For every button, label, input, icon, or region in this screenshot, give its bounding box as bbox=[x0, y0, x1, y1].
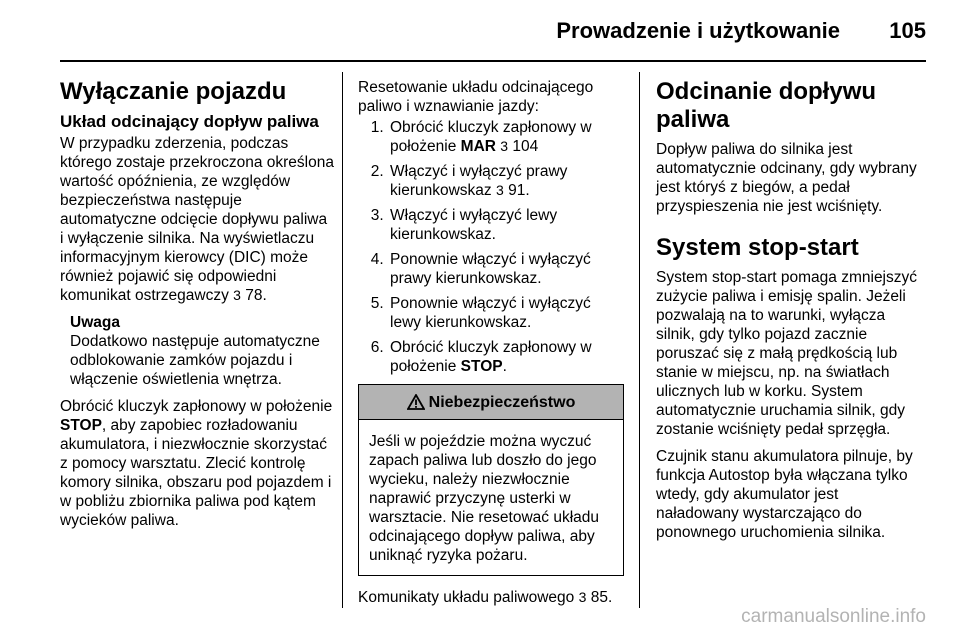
paragraph-turn-key: Obrócić kluczyk zapłonowy w położenie STOP, aby zapobiec rozładowaniu akumulatora, i niezwłocznie skorzystać z pomocy warsztatu. Zlecić kontrolę komory silnika, obszaru pod pojazdem i w pobliżu zbiornika paliwa pod kątem wycieków paliwa. bbox=[60, 398, 333, 529]
column-1 bbox=[60, 78, 334, 538]
reset-intro: Resetowanie układu odcinającego paliwo i wznawianie jazdy: bbox=[358, 79, 594, 115]
reset-step: 3. Włączyć i wyłączyć lewy kierunkowskaz. bbox=[388, 206, 624, 244]
column-3 bbox=[656, 78, 922, 550]
reset-step: 2. Włączyć i wyłączyć prawy kierunkowskaz 3 91. bbox=[388, 162, 624, 200]
page-reference: 78. bbox=[245, 287, 267, 304]
column-2 bbox=[358, 78, 624, 615]
page-reference: 104 bbox=[512, 138, 539, 155]
warning-box bbox=[358, 384, 624, 576]
page-number: 105 bbox=[889, 18, 926, 43]
note-box bbox=[70, 313, 334, 389]
reset-steps-list bbox=[358, 118, 624, 376]
header-rule bbox=[60, 60, 926, 62]
page-reference-icon: 3 bbox=[233, 287, 241, 303]
key-position: MAR bbox=[460, 138, 496, 155]
reset-step: 4. Ponownie włączyć i wyłączyć prawy kierunkowskaz. bbox=[388, 250, 624, 288]
paragraph-collision: W przypadku zderzenia, podczas którego zostaje przekroczona określona wartość opóźnienia, ze względów bezpieczeństwa następuje automatyczne odcięcie dopływu paliwa i wyłączenie silnika. Na wyświetlaczu informacyjnym kierowcy (DIC) może również pojawić się odpowiedni komunikat ostrzegawczy 3 78. bbox=[60, 135, 334, 304]
page-header-title: Prowadzenie i użytkowanie bbox=[556, 18, 840, 43]
page-reference: 85. bbox=[590, 589, 613, 606]
note-text: Dodatkowo następuje automatyczne odblokowanie zamków pojazdu i włączenie oświetlenia wnętrza. bbox=[70, 333, 320, 388]
column-divider-1 bbox=[342, 72, 343, 608]
fuel-messages-ref: Komunikaty układu paliwowego 3 85. bbox=[358, 589, 613, 606]
page-reference: 91. bbox=[508, 182, 530, 199]
warning-text: Jeśli w pojeździe można wyczuć zapach paliwa lub doszło do jego wycieku, należy niezwłocznie naprawić przyczynę usterki w warsztacie. Nie resetować układu odcinającego dopływ paliwa, aby uniknąć ryzyka pożaru. bbox=[369, 433, 600, 564]
warning-header bbox=[359, 385, 623, 420]
warning-title: Niebezpieczeństwo bbox=[428, 393, 576, 411]
section-heading-stop-start: System stop-start bbox=[656, 234, 859, 261]
column-divider-2 bbox=[639, 72, 640, 608]
note-title: Uwaga bbox=[70, 314, 120, 331]
section-heading-vehicle-shutdown: Wyłączanie pojazdu bbox=[60, 78, 287, 105]
page-reference-icon: 3 bbox=[578, 589, 587, 605]
paragraph-fuel-cutoff: Dopływ paliwa do silnika jest automatycznie odcinany, gdy wybrany jest któryś z biegów, a pedał przyspieszenia nie jest wciśnięty. bbox=[656, 141, 917, 215]
watermark: carmanualsonline.info bbox=[741, 606, 926, 627]
page-reference-icon: 3 bbox=[500, 138, 509, 154]
paragraph-stop-start: System stop-start pomaga zmniejszyć zużycie paliwa i emisję spalin. Jeżeli pozwalają na to warunki, wyłącza silnik, gdy tylko pojazd zacznie poruszać się z małą prędkością lub stanie w miejscu, np. na światłach ulicznych lub w korku. System automatycznie uruchamia silnik, gdy zostanie wciśnięty pedał sprzęgła. bbox=[656, 269, 918, 438]
paragraph-battery-sensor: Czujnik stanu akumulatora pilnuje, by funkcja Autostop była włączana tylko wtedy, gdy akumulator jest naładowany wystarczająco do ponownego uruchomienia silnika. bbox=[656, 448, 913, 541]
key-position-stop: STOP bbox=[60, 417, 102, 434]
subheading-fuel-cutoff-system: Układ odcinający dopływ paliwa bbox=[60, 112, 319, 131]
key-position: STOP bbox=[460, 358, 503, 375]
reset-step: 1. Obrócić kluczyk zapłonowy w położenie MAR 3 104 bbox=[388, 118, 624, 156]
warning-triangle-icon bbox=[407, 394, 425, 410]
reset-step: 6. Obrócić kluczyk zapłonowy w położenie STOP. bbox=[388, 338, 624, 376]
page-header bbox=[0, 14, 926, 54]
section-heading-fuel-cutoff: Odcinanie dopływu paliwa bbox=[656, 78, 877, 133]
page-reference-icon: 3 bbox=[495, 182, 504, 198]
reset-step: 5. Ponownie włączyć i wyłączyć lewy kierunkowskaz. bbox=[388, 294, 624, 332]
